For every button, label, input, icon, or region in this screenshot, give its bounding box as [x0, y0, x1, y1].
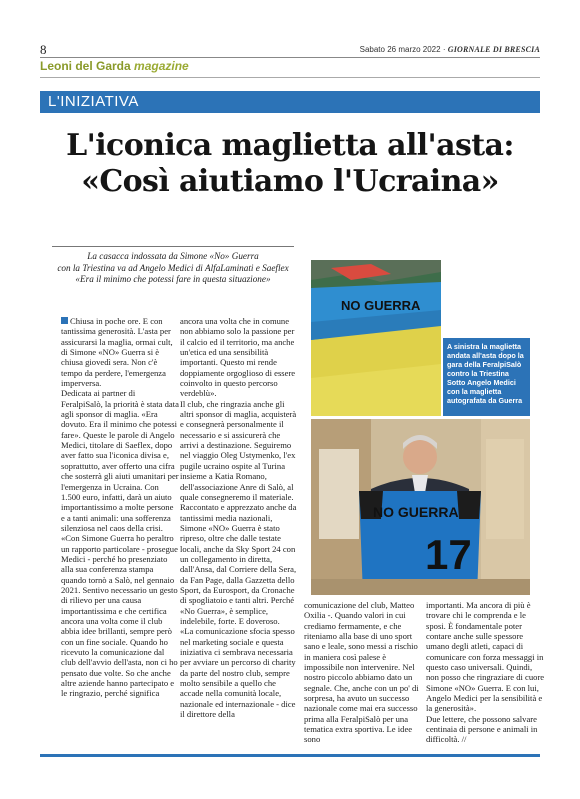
date-separator: · [442, 45, 446, 54]
article-column-1 [61, 316, 179, 699]
kicker-label: L'INIZIATIVA [48, 93, 139, 110]
kicker-bar [40, 91, 540, 113]
subhead-rule [52, 246, 294, 247]
jersey-lettering-2: NO GUERRA [373, 504, 459, 520]
section-suffix: magazine [134, 59, 189, 73]
photo-caption [443, 338, 530, 416]
subhead: La casacca indossata da Simone «No» Guerra con la Triestina va ad Angelo Medici di AlfaLaminati e Saeflex «Era il minimo che potessi fare in questa situazione» [57, 251, 289, 284]
photo-jersey [311, 260, 441, 416]
article-start-marker [61, 317, 68, 324]
column-4-text: importanti. Ma ancora di più è trovare chi le comprenda e le sposi. È fondamentale poter contare anche sulle spessore umano degli atleti, capaci di comunicare con forza messaggi in questo caso universali. Quindi, non posso che ringraziare di cuore Simone «NO» Guerra. E con lui, Angelo Medici per la sensibilità e la generosità». Due lettere, che possono salvare centinaia di persone e animali in difficoltà. // [426, 600, 545, 745]
article-column-2 [180, 316, 300, 719]
bottom-rule [40, 754, 540, 757]
section-rule [40, 77, 540, 78]
column-3-text: comunicazione del club, Matteo Oxilia -. Quando valori in cui crediamo fermamente, e che riteniamo alla base di uno sport sano e leale, sono messi a rischio in maniera così palese è impossibile non intervenire. Nel nostro piccolo abbiamo dato un segnale. Che, anche con un po' di sorpresa, ha avuto un successo nazionale come mai era successo prima alla FeralpiSalò per una tematica extra sportiva. Le idee sono [304, 600, 419, 745]
article-column-3 [304, 600, 424, 745]
man-photo-illustration [311, 419, 530, 595]
jersey-photo-illustration [311, 260, 441, 416]
headline [40, 128, 540, 200]
date: Sabato 26 marzo 2022 [359, 45, 441, 54]
column-1-text: Chiusa in poche ore. E con tantissima generosità. L'asta per assicurarsi la maglia, ormai cult, di Simone «NO» Guerra si è chiusa giovedì sera. Non c'è tempo da perdere, l'emergenza imperversa. Dedicata ai partner di FeralpiSalò, la priorità è stata data agli sponsor di maglia. «Era dovuto. Era il minimo che potessi fare». Queste le parole di Angelo Medici, titolare di Saeflex, dopo aver fatto sua l'iconica divisa e, soprattutto, aver offerto una cifra che sosterrà gli aiuti umanitari per l'emergenza in Ucraina. Con 1.500 euro, infatti, darà un aiuto importantissimo a molte persone e a tanti animali: una sofferenza silenziosa nel caos della crisi. «Con Simone Guerra ho peraltro un rapporto particolare - prosegue Medici - perché ho presenziato alla sua conferenza stampa quando tornò a Salò, nel gennaio 2021. Sentivo necessario un gesto di rilievo per una causa importantissima e che certifica ancora una volta come il club abbia idee brillanti, sempre però con un fine sociale. Quando ho ricevuto la comunicazione dal club dell'avvio dell'asta, non ci ho pensato due volte. So che anche altre aziende hanno partecipato e le ringrazio, perché significa [61, 316, 179, 699]
column-2-text: ancora una volta che in comune non abbiamo solo la passione per il calcio ed il territorio, ma anche un'etica ed una sensibilità importanti. Questo mi rende doppiamente orgoglioso di essere coinvolto in questo percorso verdeblù». Il club, che ringrazia anche gli altri sponsor di maglia, acquisterà e consegnerà personalmente il necessario e si assicurerà che arrivi a destinazione. Seguiremo nel viaggio Oleg Ustymenko, l'ex pugile ucraino ospite al Turina insieme a Katia Romano, dell'associazione Anre di Salò, al quale consegneremo il materiale. Raccontato e apprezzato anche da tantissimi media nazionali, Simone «NO» Guerra è stato ripreso, oltre che dalle testate locali, anche da Sky Sport 24 con un collegamento in diretta, dall'Ansa, dal Corriere della Sera, da Fan Page, dalla Gazzetta dello Sport, da Eurosport, da Cronache di spogliatoio e tanti altri. Perché «No Guerra», è semplice, indelebile, forte. E doveroso. «La comunicazione sfocia spesso nel marketing sociale e questa iniziativa ci sembrava necessaria per avviare un percorso di charity da parte del nostro club, sempre molto sensibile a quello che accade nella comunità locale, nazionale ed internazionale - dice il direttore della [180, 316, 297, 720]
jersey-lettering-1: NO GUERRA [341, 298, 421, 313]
section-title [40, 59, 189, 73]
dateline [360, 45, 540, 54]
newspaper-name: GIORNALE DI BRESCIA [447, 45, 540, 54]
page-number: 8 [40, 42, 47, 57]
section-name: Leoni del Garda [40, 59, 131, 73]
header-rule [40, 57, 540, 58]
article-column-4 [426, 600, 546, 745]
headline-line-1: L'iconica maglietta all'asta: [66, 128, 514, 163]
jersey-number: 17 [425, 531, 472, 578]
photo-angelo-medici [311, 419, 530, 595]
headline-line-2: «Così aiutiamo l'Ucraina» [81, 164, 499, 199]
photo-caption-text: A sinistra la maglietta andata all'asta dopo la gara della FeralpiSalò contro la Triestina Sotto Angelo Medici con la maglietta autografata da Guerra [447, 342, 524, 405]
